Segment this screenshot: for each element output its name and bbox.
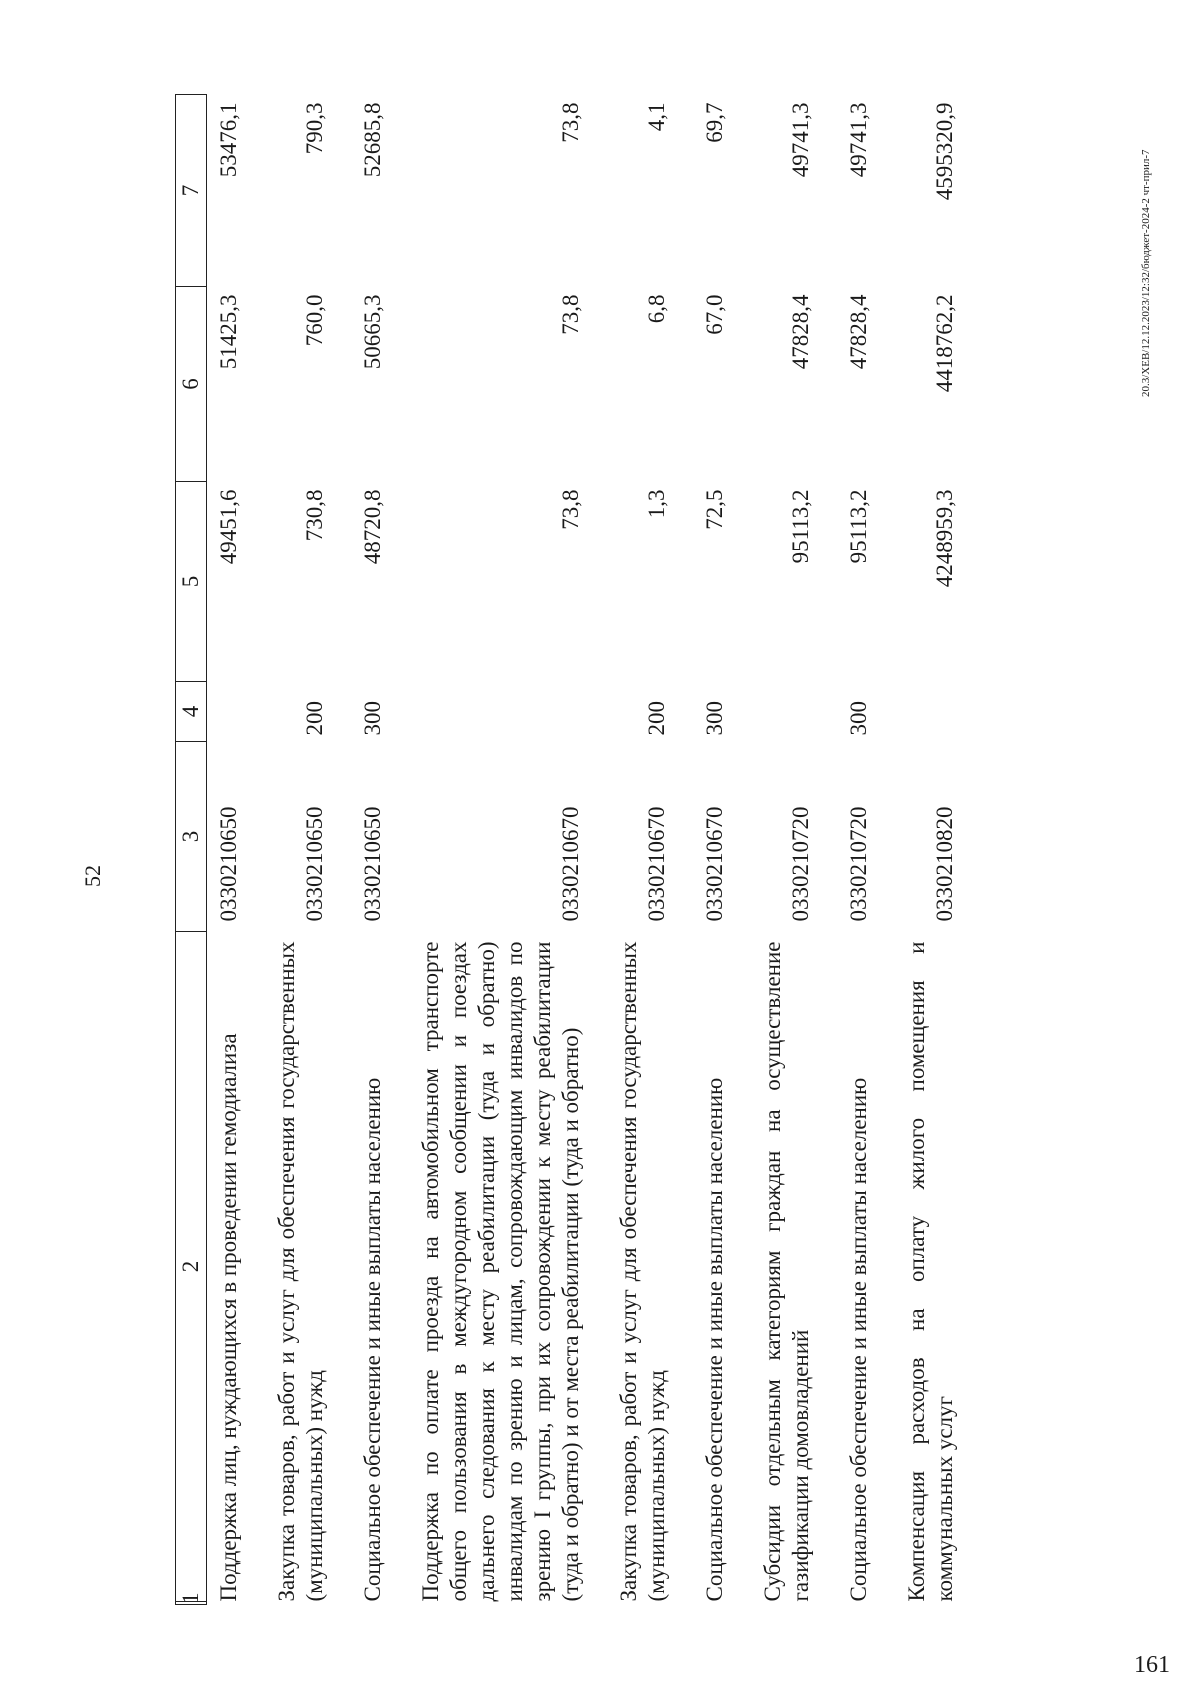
row-value-6: 47828,4 xyxy=(846,294,871,370)
row-name: Социальное обеспечение и иные выплаты населению xyxy=(846,1077,871,1602)
row-value-5: 95113,2 xyxy=(846,489,871,564)
row-value-5: 95113,2 xyxy=(788,489,813,564)
row-code: 0330210820 xyxy=(932,806,957,922)
row-vr: 300 xyxy=(846,701,871,736)
table-row xyxy=(207,95,266,1605)
row-value-7: 790,3 xyxy=(302,102,327,155)
row-value-7: 49741,3 xyxy=(788,102,813,178)
table-row xyxy=(895,95,981,1605)
row-name: Социальное обеспечение и иные выплаты населению xyxy=(702,1077,727,1602)
row-value-7: 73,8 xyxy=(558,102,583,143)
row-vr: 200 xyxy=(302,701,327,736)
column-header: 5 xyxy=(176,482,207,682)
row-code: 0330210650 xyxy=(302,806,327,922)
row-code: 0330210650 xyxy=(216,806,241,922)
row-name: Социальное обеспечение и иные выплаты населению xyxy=(360,1077,385,1602)
row-value-7: 4,1 xyxy=(644,102,669,132)
row-vr: 300 xyxy=(702,701,727,736)
row-name: Субсидии отдельным категориям граждан на осуществление газификации домовладений xyxy=(760,941,813,1602)
row-value-6: 6,8 xyxy=(644,294,669,324)
row-value-6: 50665,3 xyxy=(360,294,385,370)
row-code: 0330210670 xyxy=(558,806,583,922)
row-value-7: 52685,8 xyxy=(360,102,385,178)
row-value-6: 73,8 xyxy=(558,294,583,335)
row-code: 0330210650 xyxy=(360,806,385,922)
row-name: Закупка товаров, работ и услуг для обеспечения государственных (муниципальных) нужд xyxy=(274,941,327,1602)
row-value-5: 49451,6 xyxy=(216,489,241,565)
column-header: 2 xyxy=(176,932,207,1602)
budget-table xyxy=(175,94,981,1605)
row-vr xyxy=(751,682,837,742)
row-vr xyxy=(895,682,981,742)
row-name: Компенсация расходов на оплату жилого помещения и коммунальных услуг xyxy=(904,941,957,1602)
row-value-6: 47828,4 xyxy=(788,294,813,370)
footer-document-code: 20.3/ХЕВ/12.12.2023/12:32/бюджет-2024-2 чт-прил-7 xyxy=(1140,149,1152,397)
page-number: 52 xyxy=(80,865,105,887)
row-value-6: 67,0 xyxy=(702,294,727,335)
row-value-7: 4595320,9 xyxy=(932,102,957,201)
row-name: Закупка товаров, работ и услуг для обеспечения государственных (муниципальных) нужд xyxy=(616,941,669,1602)
sheet-number: 161 xyxy=(1134,1652,1170,1678)
table-row xyxy=(409,95,607,1605)
row-vr xyxy=(409,682,607,742)
table-row xyxy=(607,95,693,1605)
row-vr: 300 xyxy=(360,701,385,736)
row-value-5: 73,8 xyxy=(558,489,583,530)
table-header-row xyxy=(176,95,207,1605)
table-row xyxy=(265,95,351,1605)
row-vr: 200 xyxy=(644,701,669,736)
row-value-7: 53476,1 xyxy=(216,102,241,178)
column-header: 3 xyxy=(176,742,207,932)
row-value-7: 49741,3 xyxy=(846,102,871,178)
row-value-6: 51425,3 xyxy=(216,294,241,370)
table-row xyxy=(751,95,837,1605)
row-value-6: 760,0 xyxy=(302,294,327,347)
row-value-7: 69,7 xyxy=(702,102,727,143)
row-name: Поддержка лиц, нуждающихся в проведении гемодиализа xyxy=(216,1033,241,1602)
row-vr xyxy=(207,682,266,742)
row-value-5: 4248959,3 xyxy=(932,489,957,588)
column-header: 6 xyxy=(176,287,207,482)
row-code: 0330210670 xyxy=(702,806,727,922)
row-value-5: 1,3 xyxy=(644,489,669,519)
column-header: 1 xyxy=(176,1602,207,1605)
row-name: Поддержка по оплате проезда на автомобильном транспорте общего пользования в междугородном сообщении и поездах дальнего следования к месту реабилитации (туда и обратно) инвалидам по зрению и лицам, сопровождающим инвалидов по зрению I группы, при их сопровождении к месту реабилитации (туда и обратно) и от места реабилитации (туда и обратно) xyxy=(418,941,583,1602)
row-value-5: 730,8 xyxy=(302,489,327,542)
row-code: 0330210720 xyxy=(846,806,871,922)
row-code: 0330210670 xyxy=(644,806,669,922)
table-row xyxy=(351,95,409,1605)
table-row xyxy=(693,95,751,1605)
column-header: 7 xyxy=(176,95,207,287)
column-header: 4 xyxy=(176,682,207,742)
row-value-5: 72,5 xyxy=(702,489,727,530)
row-value-5: 48720,8 xyxy=(360,489,385,565)
row-code: 0330210720 xyxy=(788,806,813,922)
table-row xyxy=(837,95,895,1605)
row-value-6: 4418762,2 xyxy=(932,294,957,393)
